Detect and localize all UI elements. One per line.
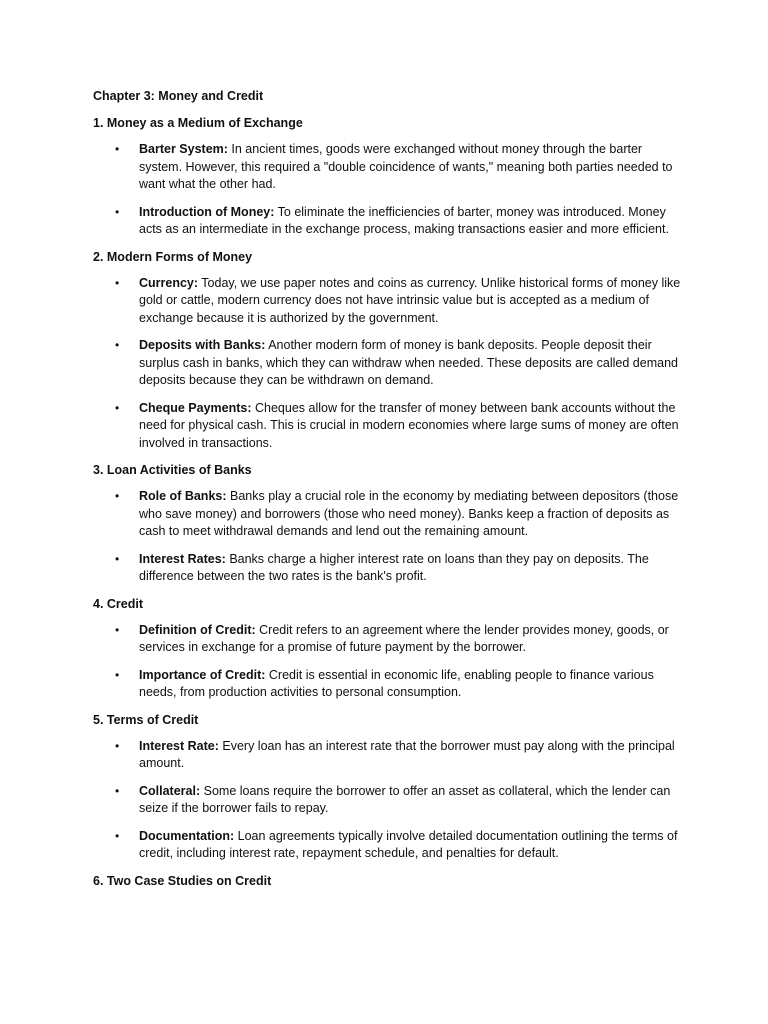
bullet-text: Banks charge a higher interest rate on loans than they pay on deposits. The difference between the two rates is the bank's profit.	[139, 551, 649, 583]
bullet-item	[93, 204, 683, 239]
bullet-list	[93, 622, 683, 702]
bullet-text: To eliminate the inefficiencies of barter, money was introduced. Money acts as an intermediate in the exchange process, making transactions easier and more efficient.	[139, 204, 669, 236]
bullet-item	[93, 337, 683, 390]
section-heading: 2. Modern Forms of Money	[93, 249, 253, 264]
bullet-term: Currency:	[139, 275, 199, 290]
bullet-item	[93, 622, 683, 657]
bullet-list	[93, 738, 683, 863]
section-heading: 6. Two Case Studies on Credit	[93, 873, 272, 888]
bullet-item	[93, 828, 683, 863]
bullet-item	[93, 738, 683, 773]
bullet-item	[93, 400, 683, 453]
bullet-text: Credit refers to an agreement where the lender provides money, goods, or services in exchange for a promise of future payment by the borrower.	[139, 622, 669, 654]
document-sections	[93, 115, 683, 889]
bullet-text: In ancient times, goods were exchanged without money through the barter system. However, this required a "double coincidence of wants," meaning both parties needed to want what the other had.	[139, 142, 673, 191]
bullet-text: Banks play a crucial role in the economy by mediating between depositors (those who save money) and borrowers (those who need money). Banks keep a fraction of deposits as cash to meet withdrawal demands and lend out the remaining amount.	[139, 489, 679, 538]
bullet-term: Documentation:	[139, 828, 235, 843]
bullet-term: Importance of Credit:	[139, 667, 266, 682]
bullet-item	[93, 783, 683, 818]
bullet-term: Interest Rate:	[139, 738, 219, 753]
section-heading: 1. Money as a Medium of Exchange	[93, 116, 303, 130]
bullet-text: Today, we use paper notes and coins as currency. Unlike historical forms of money like gold or cattle, modern currency does not have intrinsic value but is accepted as a medium of exchange because it is authorized by the government.	[139, 275, 681, 325]
section-heading: 5. Terms of Credit	[93, 712, 199, 727]
bullet-icon: •	[115, 622, 120, 637]
bullet-icon: •	[115, 738, 120, 753]
bullet-term: Role of Banks:	[139, 489, 227, 503]
bullet-icon: •	[115, 275, 120, 290]
bullet-item	[93, 667, 683, 702]
bullet-term: Collateral:	[139, 783, 201, 798]
document-title: Chapter 3: Money and Credit	[93, 89, 264, 103]
bullet-text: Every loan has an interest rate that the borrower must pay along with the principal amount.	[139, 738, 675, 770]
bullet-list	[93, 275, 683, 453]
bullet-term: Deposits with Banks:	[139, 338, 266, 352]
bullet-icon: •	[115, 142, 120, 156]
bullet-text: Credit is essential in economic life, enabling people to finance various needs, from production activities to personal consumption.	[139, 667, 654, 699]
bullet-icon: •	[115, 400, 120, 415]
bullet-term: Interest Rates:	[139, 551, 226, 566]
bullet-term: Cheque Payments:	[139, 400, 252, 415]
section-heading: 4. Credit	[93, 596, 144, 611]
bullet-item	[93, 488, 683, 541]
bullet-text: Cheques allow for the transfer of money between bank accounts without the need for physical cash. This is crucial in modern economies where large sums of money are often involved in transactions.	[139, 400, 679, 450]
bullet-text: Loan agreements typically involve detailed documentation outlining the terms of credit, including interest rate, repayment schedule, and penalties for default.	[139, 828, 678, 860]
section-heading: 3. Loan Activities of Banks	[93, 463, 252, 477]
bullet-icon: •	[115, 783, 120, 798]
bullet-text: Another modern form of money is bank deposits. People deposit their surplus cash in banks, which they can withdraw when needed. These deposits are called demand deposits because they can be withdrawn on demand.	[139, 338, 678, 387]
bullet-icon: •	[115, 828, 120, 843]
bullet-term: Barter System:	[139, 142, 228, 156]
bullet-icon: •	[115, 667, 120, 682]
bullet-icon: •	[115, 338, 120, 352]
bullet-list	[93, 488, 683, 586]
bullet-icon: •	[115, 204, 120, 219]
bullet-icon: •	[115, 489, 120, 503]
bullet-list	[93, 141, 683, 239]
bullet-term: Introduction of Money:	[139, 204, 275, 219]
bullet-icon: •	[115, 551, 120, 566]
bullet-text: Some loans require the borrower to offer an asset as collateral, which the lender can seize if the borrower fails to repay.	[139, 783, 671, 815]
bullet-item	[93, 275, 683, 328]
document-page	[93, 88, 683, 899]
bullet-item	[93, 551, 683, 586]
bullet-item	[93, 141, 683, 194]
bullet-term: Definition of Credit:	[139, 622, 256, 637]
